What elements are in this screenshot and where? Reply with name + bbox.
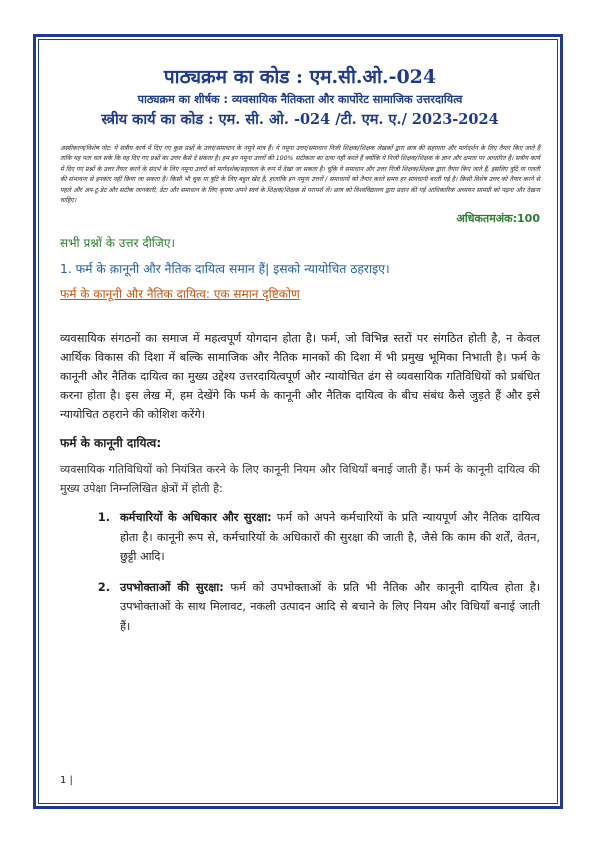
list-item-body [120,508,540,567]
max-marks: अधिकतमअंक:100 [456,212,540,226]
list-item [60,578,540,637]
legal-duties-paragraph: व्यवसायिक गतिविधियों को नियंत्रित करने के लिए कानूनी नियम और विधियाँ बनाई जाती हैं। फर्म के कानूनी दायित्व की मुख्य उपेक्षा निम्नलिखित क्षेत्रों में होती है: [60,463,540,496]
document-content [60,52,540,647]
legal-duties-heading: फर्म के कानूनी दायित्व: [60,436,162,451]
list-item [60,508,540,567]
duties-list [60,508,540,636]
answer-heading: फर्म के कानूनी और नैतिक दायित्व: एक समान दृष्टिकोण [60,287,300,302]
course-code: पाठ्यक्रम का कोड : एम.सी.ओ.-024 [163,66,437,88]
list-item-text: फर्म को अपने कर्मचारियों के प्रति न्यायपूर्ण और नैतिक दायित्व होता है। कानूनी रूप से, कर्मचारियों के अधिकारों की सुरक्षा की जाती है, जैसे कि काम की शर्तें, वेतन, छुट्टी आदि। [120,511,540,564]
list-item-text: फर्म को उपभोक्ताओं के प्रति भी नैतिक और कानूनी दायित्व होता है। उपभोक्ताओं के साथ मिलावट, नकली उत्पादन आदि से बचाने के लिए नियम और विधियाँ बनाई जाती हैं। [120,580,540,633]
page-number: 1 | [60,775,73,786]
instruction-text: सभी प्रश्नों के उत्तर दीजिए। [60,236,176,251]
list-item-title: उपभोक्ताओं की सुरक्षा: [120,580,224,594]
course-title: पाठ्यक्रम का शीर्षक : व्यवसायिक नैतिकता और कार्पोरेट सामाजिक उत्तरदायित्व [137,93,463,106]
assignment-code: स्त्रीय कार्य का कोड : एम. सी. ओ. -024 /टी. एम. ए./ 2023-2024 [101,111,499,128]
disclaimer-text: अस्वीकरण/विशेष नोट: ये सत्रीय कार्य में दिए गए कुछ प्रश्नों के उत्तर/समाधान के नमूने मात्र हैं। ये नमूना उत्तर/समाधान निजी शिक्षक/शिक्षक लेखकों द्वारा छात्र की सहायता और मार्गदर्शन के लिए तैयार किए जाते हैं ताकि यह पता चल सके कि वह दिए गए प्रश्नों का उत्तर कैसे दे सकता है। हम इन नमूना उत्तरों की 100% सटीकता का दावा नहीं करते हैं क्योंकि ये निजी शिक्षक/शिक्षक के ज्ञान और क्षमता पर आधारित हैं। सत्रीय कार्य में दिए गए प्रश्नों के उत्तर तैयार करने के संदर्भ के लिए नमूना उत्तरों को मार्गदर्शक/सहायता के रूप में देखा जा सकता है। चूंकि ये समाधान और उत्तर निजी शिक्षक/शिक्षक द्वारा तैयार किए जाते हैं, इसलिए त्रुटि या गलती की संभावना से इनकार नहीं किया जा सकता है। किसी भी चूक या त्रुटि के लिए बहुत खेद है, हालांकि इन नमूना उत्तरों / समाधानों को तैयार करते समय हर सावधानी बरती गई है। किसी विशेष उत्तर को तैयार करने से पहले और अप-टू-डेट और सटीक जानकारी, डेटा और समाधान के लिए कृपया अपने स्वयं के शिक्षक/शिक्षक से परामर्श लें। छात्र को विश्वविद्यालय द्वारा प्रदान की गई आधिकारिक अध्ययन सामग्री को पढ़ना और देखना चाहिए। [60,145,540,205]
list-item-title: कर्मचारियों के अधिकार और सुरक्षा: [120,511,272,525]
list-item-body [120,578,540,637]
intro-paragraph: व्यवसायिक संगठनों का समाज में महत्वपूर्ण योगदान होता है। फर्म, जो विभिन्न स्तरों पर संगठित होती है, न केवल आर्थिक विकास की दिशा में बल्कि सामाजिक और नैतिक मानकों की दिशा में भी प्रमुख भूमिका निभाती है। फर्म के कानूनी और नैतिक दायित्व का मुख्य उद्देश्य उत्तरदायित्वपूर्ण और न्यायोचित ढंग से व्यवसायिक गतिविधियों को प्रबंधित करना होता है। इस लेख में, हम देखेंगे कि फर्म के कानूनी और नैतिक दायित्व के बीच संबंध कैसे जुड़ते हैं और इसे न्यायोचित ठहराने की कोशिश करेंगे। [60,332,540,422]
question-1: 1. फर्म के क़ानूनी और नैतिक दायित्व समान हैं| इसको न्यायोचित ठहराइए। [60,262,390,277]
list-item-number: 1. [97,511,110,525]
list-item-number: 2. [97,580,110,594]
